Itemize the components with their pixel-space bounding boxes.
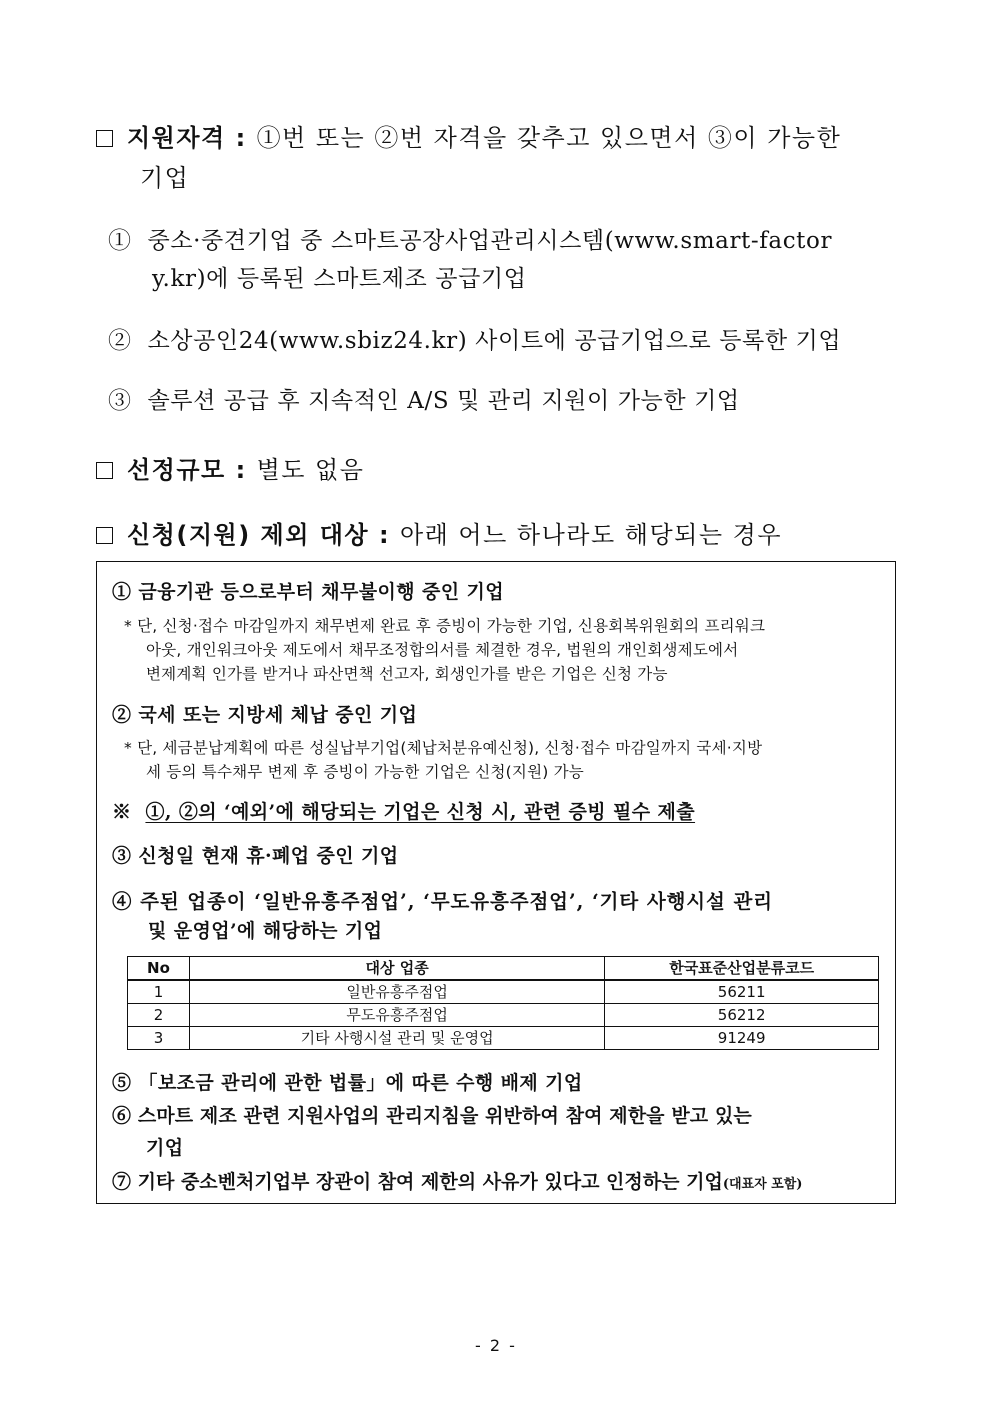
scale-line: 선정규모 : 별도 없음 (96, 450, 364, 485)
scale-text: 별도 없음 (256, 456, 365, 484)
exclusion-item-4: ④ 주된 업종이 ‘일반유흥주점업’, ‘무도유흥주점업’, ‘기타 사행시설 관리 (112, 890, 773, 913)
exclusion-item-6-cont: 기업 (146, 1137, 184, 1159)
reference-mark: ※ (112, 801, 132, 823)
qualification-text: ①번 또는 ②번 자격을 갖추고 있으면서 ③이 가능한 (256, 124, 842, 152)
checkbox-square-icon (96, 130, 113, 147)
table-cell: 2 (128, 1004, 190, 1027)
exclusion-label: 신청(지원) 제외 대상 (127, 521, 370, 549)
exclusion-item-6: ⑥ 스마트 제조 관련 지원사업의 관리지침을 위반하여 참여 제한을 받고 있는 (112, 1105, 752, 1127)
table-cell: 56212 (605, 1004, 879, 1027)
checkbox-square-icon (96, 527, 113, 544)
qualification-item-1: ① 중소·중견기업 중 스마트공장사업관리시스템(www.smart-factor (108, 228, 833, 254)
scale-label: 선정규모 (127, 456, 226, 484)
exclusion-remark (112, 797, 695, 824)
page-number: - 2 - (475, 1336, 517, 1355)
table-row (128, 1027, 879, 1050)
qualification-item-1-cont: y.kr)에 등록된 스마트제조 공급기업 (152, 266, 527, 292)
table-cell: 56211 (605, 980, 879, 1004)
exclusion-item-4-cont: 및 운영업’에 해당하는 기업 (148, 920, 383, 942)
table-cell: 1 (128, 980, 190, 1004)
exclusion-item-1-note: * 단, 신청·접수 마감일까지 채무변제 완료 후 증빙이 가능한 기업, 신용회복위원회의 프리워크 (124, 617, 766, 635)
exclusion-item-1-note-cont: 아웃, 개인워크아웃 제도에서 채무조정합의서를 체결한 경우, 법원의 개인회생제도에서 (146, 641, 739, 659)
table-header: 한국표준산업분류코드 (605, 957, 879, 981)
table-cell: 기타 사행시설 관리 및 운영업 (189, 1027, 604, 1050)
table-cell: 무도유흥주점업 (189, 1004, 604, 1027)
table-row (128, 1004, 879, 1027)
qualification-item-2: ② 소상공인24(www.sbiz24.kr) 사이트에 공급기업으로 등록한 기업 (108, 328, 842, 354)
table-row (128, 980, 879, 1004)
exclusion-item-1: ① 금융기관 등으로부터 채무불이행 중인 기업 (112, 581, 505, 603)
exclusion-item-5: ⑤ 「보조금 관리에 관한 법률」에 따른 수행 배제 기업 (112, 1072, 583, 1094)
exclusion-item-3: ③ 신청일 현재 휴·폐업 중인 기업 (112, 845, 399, 867)
qualification-text-cont: 기업 (140, 164, 190, 192)
table-cell: 일반유흥주점업 (189, 980, 604, 1004)
qualification-label: 지원자격 (127, 124, 226, 152)
table-cell: 3 (128, 1027, 190, 1050)
remark-text: ①, ②의 ‘예외’에 해당되는 기업은 신청 시, 관련 증빙 필수 제출 (145, 801, 696, 823)
qualification-line: 지원자격 : ①번 또는 ②번 자격을 갖추고 있으면서 ③이 가능한 (96, 118, 841, 153)
exclusion-line: 신청(지원) 제외 대상 : 아래 어느 하나라도 해당되는 경우 (96, 515, 782, 550)
exclusion-text: 아래 어느 하나라도 해당되는 경우 (399, 521, 783, 549)
exclusion-item-1-note-cont: 변제계획 인가를 받거나 파산면책 선고자, 회생인가를 받은 기업은 신청 가능 (146, 665, 668, 683)
table-cell: 91249 (605, 1027, 879, 1050)
exclusion-item-2-note: * 단, 세금분납계획에 따른 성실납부기업(체납처분유예신청), 신청·접수 마감일까지 국세·지방 (124, 739, 763, 757)
item-7-note: (대표자 포함) (722, 1177, 803, 1192)
exclusion-item-2: ② 국세 또는 지방세 체납 중인 기업 (112, 704, 418, 726)
table-header: No (128, 957, 190, 981)
industry-code-table (127, 956, 879, 1050)
qualification-item-3: ③ 솔루션 공급 후 지속적인 A/S 및 관리 지원이 가능한 기업 (108, 388, 740, 414)
checkbox-square-icon (96, 462, 113, 479)
exclusion-item-7: ⑦ 기타 중소벤처기업부 장관이 참여 제한의 사유가 있다고 인정하는 기업(대표자 포함) (112, 1171, 803, 1193)
table-header-row (128, 957, 879, 981)
exclusion-item-2-note-cont: 세 등의 특수채무 변제 후 증빙이 가능한 기업은 신청(지원) 가능 (146, 763, 584, 781)
table-header: 대상 업종 (189, 957, 604, 981)
